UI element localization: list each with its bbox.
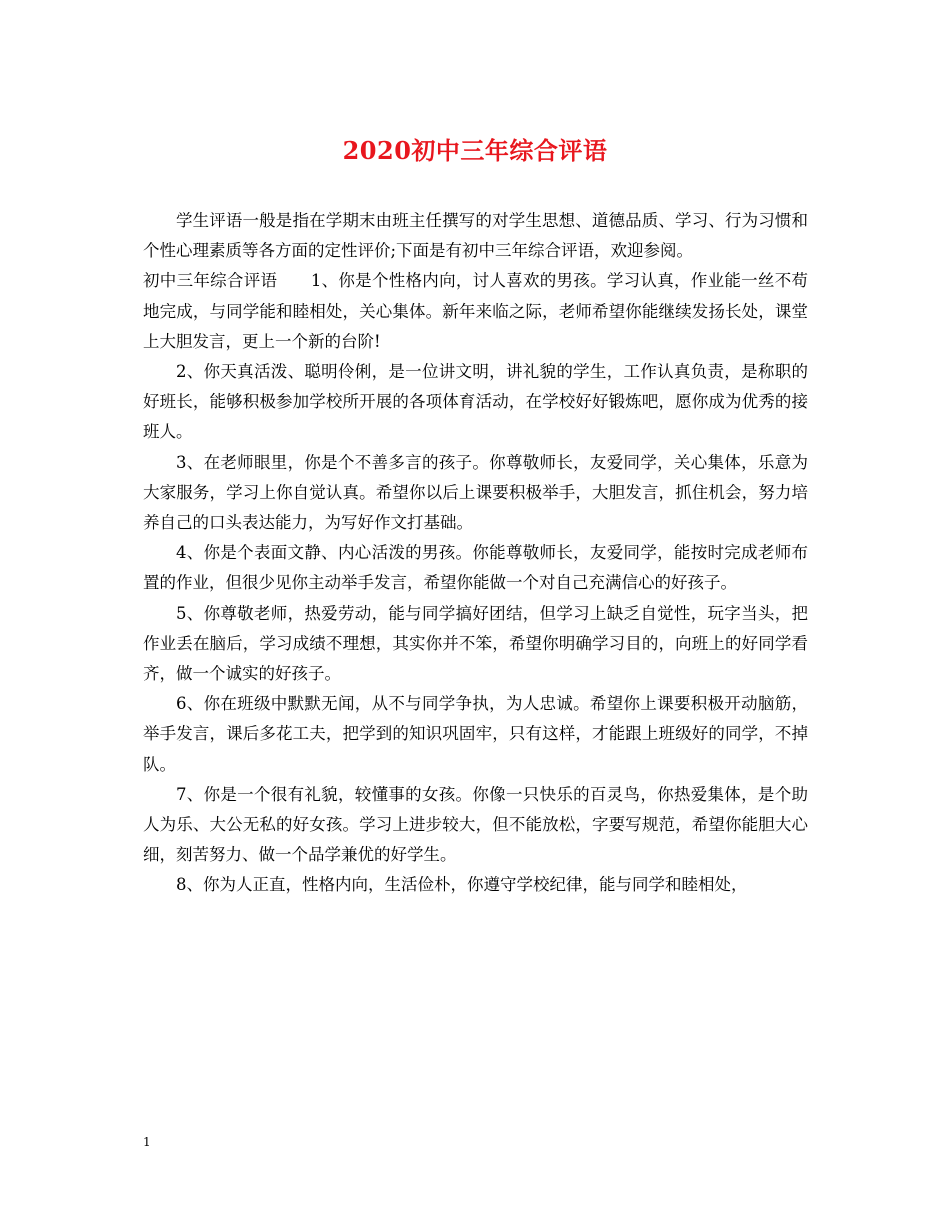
intro-paragraph: 学生评语一般是指在学期末由班主任撰写的对学生思想、道德品质、学习、行为习惯和个性心理素质等各方面的定性评价;下面是有初中三年综合评语，欢迎参阅。 <box>143 211 808 261</box>
section-heading-paragraph: 初中三年综合评语 1、你是个性格内向，讨人喜欢的男孩。学习认真，作业能一丝不苟地完成，与同学能和睦相处，关心集体。新年来临之际，老师希望你能继续发扬长处，课堂上大胆发言，更上一个新的台阶! <box>143 271 808 351</box>
comment-paragraph-6: 6、你在班级中默默无闻，从不与同学争执，为人忠诚。希望你上课要积极开动脑筋，举手发言，课后多花工夫，把学到的知识巩固牢，只有这样，才能跟上班级好的同学，不掉队。 <box>143 694 808 774</box>
comment-paragraph-3: 3、在老师眼里，你是个不善多言的孩子。你尊敬师长，友爱同学，关心集体，乐意为大家服务，学习上你自觉认真。希望你以后上课要积极举手，大胆发言，抓住机会，努力培养自己的口头表达能力，为写好作文打基础。 <box>143 452 808 533</box>
comment-paragraph-5: 5、你尊敬老师，热爱劳动，能与同学搞好团结，但学习上缺乏自觉性，玩字当头，把作业丢在脑后，学习成绩不理想，其实你并不笨，希望你明确学习目的，向班上的好同学看齐，做一个诚实的好孩子。 <box>143 603 808 684</box>
document-body <box>143 206 808 901</box>
page-number: 1 <box>143 1135 151 1149</box>
document-title: 2020初中三年综合评语 <box>342 136 608 165</box>
comment-paragraph-4: 4、你是个表面文静、内心活泼的男孩。你能尊敬师长，友爱同学，能按时完成老师布置的作业，但很少见你主动举手发言，希望你能做一个对自己充满信心的好孩子。 <box>143 543 808 593</box>
comment-paragraph-8: 8、你为人正直，性格内向，生活俭朴，你遵守学校纪律，能与同学和睦相处， <box>176 875 748 895</box>
comment-paragraph-7: 7、你是一个很有礼貌，较懂事的女孩。你像一只快乐的百灵鸟，你热爱集体，是个助人为乐、大公无私的好女孩。学习上进步较大，但不能放松，字要写规范，希望你能胆大心细，刻苦努力、做一个品学兼优的好学生。 <box>143 784 808 865</box>
comment-paragraph-2: 2、你天真活泼、聪明伶俐，是一位讲文明，讲礼貌的学生，工作认真负责，是称职的好班长，能够积极参加学校所开展的各项体育活动，在学校好好锻炼吧，愿你成为优秀的接班人。 <box>143 362 808 442</box>
